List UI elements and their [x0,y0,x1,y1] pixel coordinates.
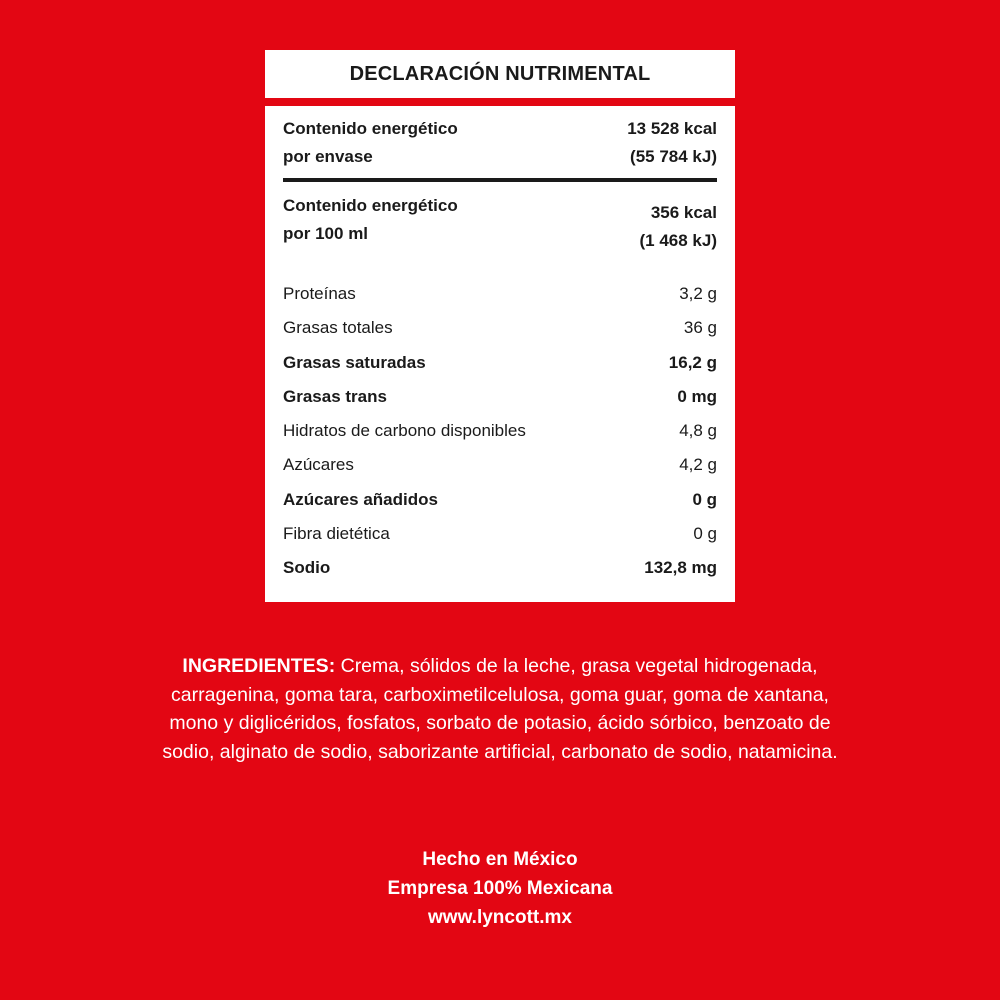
nutrient-row-grasas-trans [283,380,717,414]
website-link[interactable]: www.lyncott.mx [428,907,572,928]
energy-100ml-kj: (1 468 kJ) [639,231,717,250]
nutrient-value: 4,8 g [679,421,717,441]
energy-per-package [283,106,717,182]
nutrient-value: 132,8 mg [644,558,717,578]
nutrient-value: 0 g [693,524,717,544]
made-in-text: Hecho en México [422,849,578,870]
energy-100ml-label-line1: Contenido energético [283,196,458,215]
nutrient-value: 36 g [683,318,717,338]
footer-info [0,845,1000,932]
energy-package-kcal: 13 528 kcal [627,119,717,138]
nutrient-list [283,277,717,586]
nutrient-row-fibra [283,517,717,551]
nutrient-name: Fibra dietética [283,524,390,544]
nutrient-row-proteinas [283,277,717,311]
ingredients-paragraph [150,652,850,766]
nutrition-title: DECLARACIÓN NUTRIMENTAL [349,63,651,85]
nutrient-row-grasas-totales [283,311,717,345]
energy-per-100ml [283,182,717,255]
energy-package-label-line2: por envase [283,147,373,166]
nutrient-value: 0 mg [677,386,717,406]
energy-package-kj: (55 784 kJ) [630,147,717,166]
nutrient-value: 16,2 g [668,352,717,372]
nutrient-row-azucares-anadidos [283,483,717,517]
company-text: Empresa 100% Mexicana [387,878,613,899]
title-divider [265,98,735,106]
nutrient-row-grasas-saturadas [283,346,717,380]
nutrient-name: Grasas saturadas [283,352,426,372]
nutrient-name: Grasas trans [283,386,387,406]
nutrient-name: Sodio [283,558,331,578]
nutrient-name: Azúcares añadidos [283,489,438,509]
nutrient-value: 0 g [692,489,717,509]
nutrition-facts-panel [265,50,735,602]
nutrient-row-sodio [283,551,717,585]
nutrient-value: 4,2 g [679,455,717,475]
energy-package-label-line1: Contenido energético [283,119,458,138]
ingredients-text: Crema, sólidos de la leche, grasa vegetal hidrogenada, carragenina, goma tara, carboximetilcelulosa, goma guar, goma de xantana, mono y diglicéridos, fosfatos, sorbato de potasio, ácido sórbico, benzoato de sodio, alginato de sodio, saborizante artificial, carbonato de sodio, natamicina. [162,655,838,763]
ingredients-label: INGREDIENTES: [182,655,336,677]
energy-100ml-kcal: 356 kcal [650,203,717,222]
energy-100ml-label-line2: por 100 ml [283,224,369,243]
nutrient-name: Azúcares [283,455,354,475]
nutrient-name: Hidratos de carbono disponibles [283,421,526,441]
nutrient-row-hidratos [283,414,717,448]
nutrient-value: 3,2 g [679,284,717,303]
nutrient-row-azucares [283,448,717,482]
nutrient-name: Proteínas [283,284,356,303]
nutrient-name: Grasas totales [283,318,393,338]
